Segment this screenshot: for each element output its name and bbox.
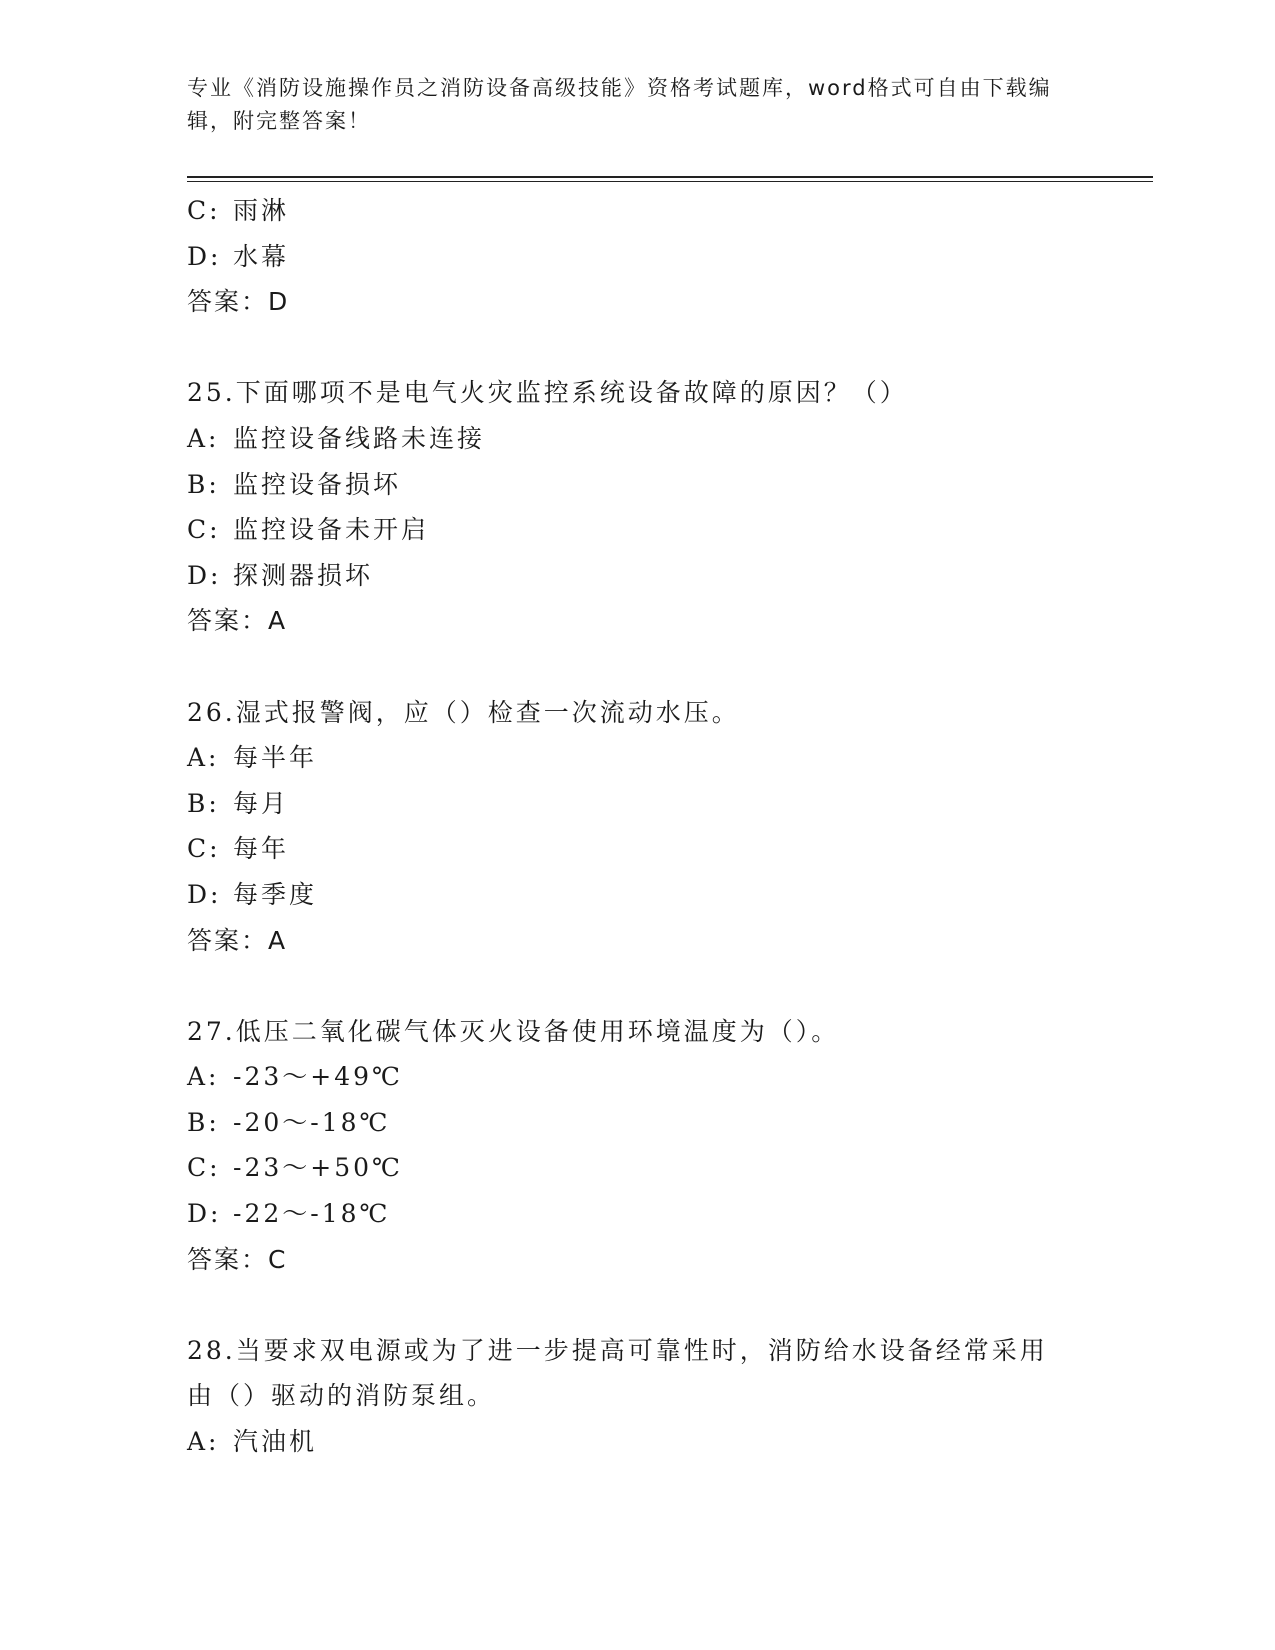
answer-line: 答案：A <box>187 925 288 955</box>
option-a: A: 监控设备线路未连接 <box>187 423 486 453</box>
option-c: C: 监控设备未开启 <box>187 515 430 545</box>
option-a: A: 汽油机 <box>187 1427 318 1457</box>
option-d: D: 探测器损坏 <box>187 560 374 590</box>
answer-line: 答案：A <box>187 606 288 636</box>
question-stem: 25.下面哪项不是电气火灾监控系统设备故障的原因？（） <box>187 378 908 408</box>
option-d: D: -22～-18℃ <box>187 1199 391 1229</box>
header-divider-thin <box>187 181 1153 182</box>
question-stem: 28.当要求双电源或为了进一步提高可靠性时，消防给水设备经常采用 <box>187 1335 1048 1365</box>
option-a: A: 每半年 <box>187 743 318 773</box>
option-c: C: 雨淋 <box>187 196 290 225</box>
option-b: B: -20～-18℃ <box>187 1107 391 1137</box>
answer-line: 答案：C <box>187 1244 288 1274</box>
question-list <box>187 188 1087 1465</box>
question-stem: 27.低压二氧化碳气体灭火设备使用环境温度为（）。 <box>187 1016 840 1046</box>
option-b: B: 监控设备损坏 <box>187 469 402 499</box>
option-d: D: 每季度 <box>187 879 318 909</box>
question-stem: 26.湿式报警阀，应（）检查一次流动水压。 <box>187 697 740 727</box>
option-c: C: 每年 <box>187 834 290 864</box>
document-header: 专业《消防设施操作员之消防设备高级技能》资格考试题库，word格式可自由下载编辑，附完整答案！ <box>187 76 1052 133</box>
answer-line: 答案：D <box>187 287 290 317</box>
option-c: C: -23～+50℃ <box>187 1153 403 1183</box>
option-b: B: 每月 <box>187 788 290 818</box>
option-a: A: -23～+49℃ <box>187 1062 403 1092</box>
option-d: D: 水幕 <box>187 241 290 271</box>
question-stem-continued: 由（）驱动的消防泵组。 <box>187 1381 496 1411</box>
header-divider-thick <box>187 176 1153 178</box>
